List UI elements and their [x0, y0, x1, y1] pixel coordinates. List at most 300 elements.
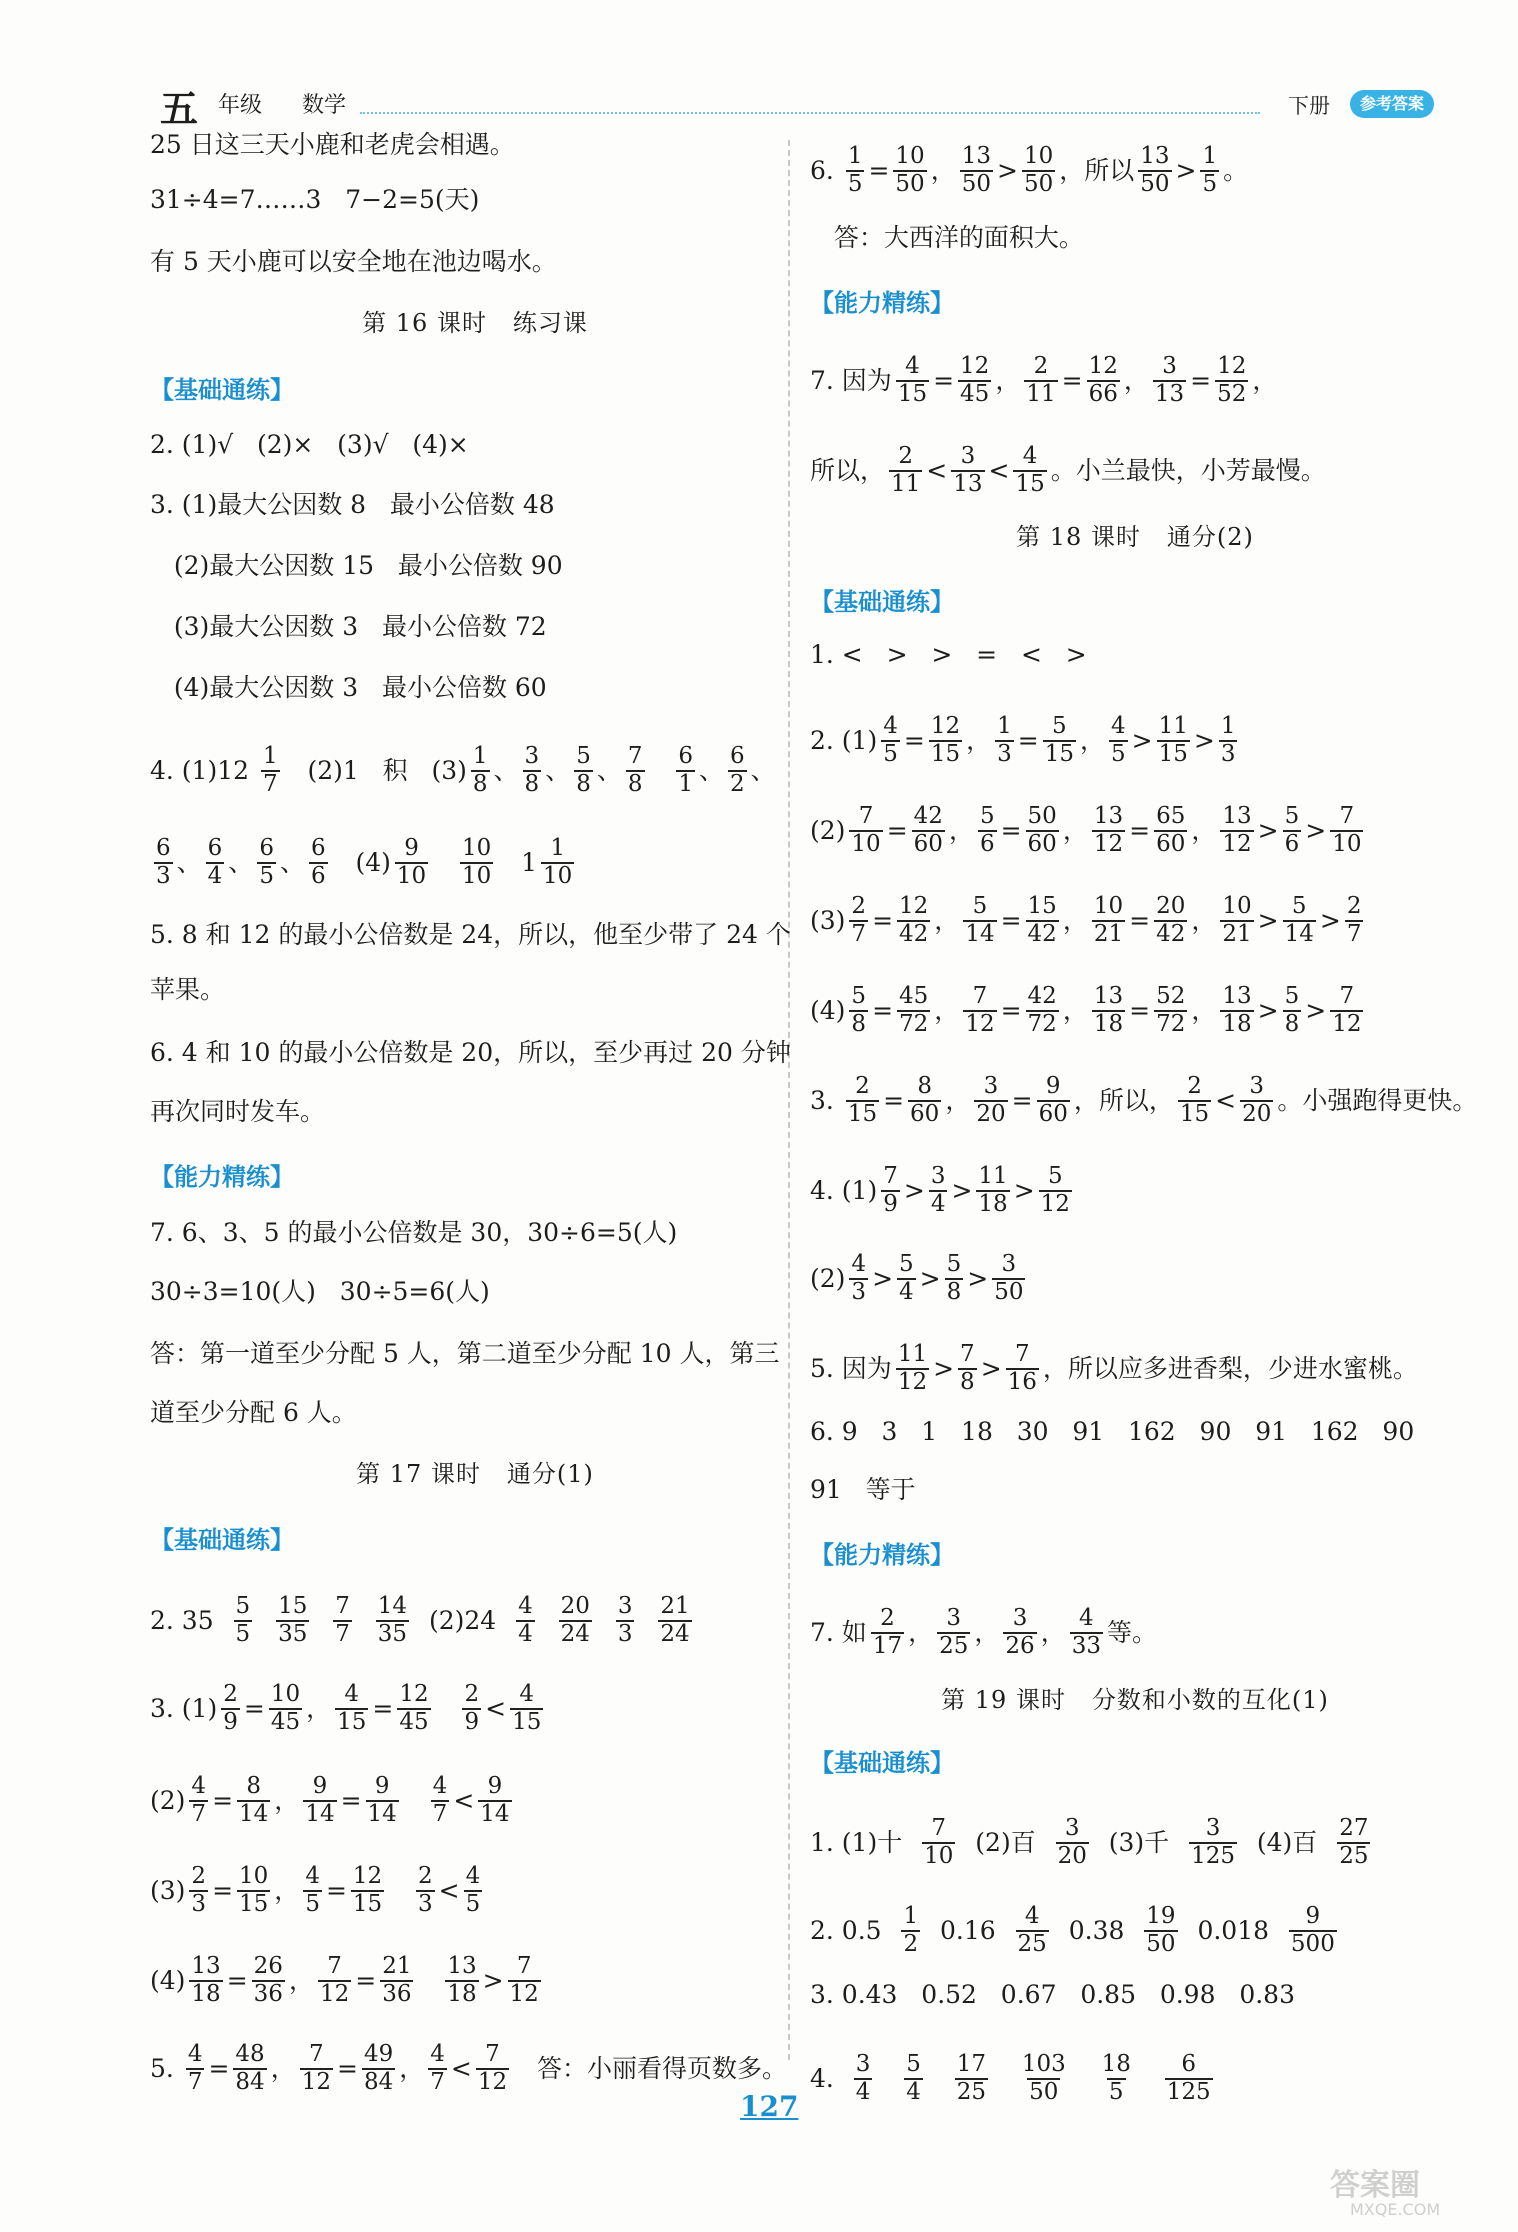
grade-label: 五 — [160, 86, 199, 131]
fraction — [908, 1075, 941, 1126]
fraction — [1154, 985, 1187, 1036]
denominator: 4 — [930, 1191, 946, 1217]
answer-line — [150, 920, 800, 950]
answer-text: 有 5 天小鹿可以安全地在池边喝水。 — [150, 247, 557, 276]
answer-text: ， — [945, 1085, 971, 1115]
numerator: 10 — [1222, 893, 1252, 919]
fraction — [189, 1955, 222, 2006]
fraction — [974, 1075, 1007, 1126]
answer-text: ，所以应多进香梨，少进水蜜桃。 — [1042, 1353, 1418, 1383]
answer-text: 第 16 课时 练习课 — [362, 309, 588, 337]
answer-text: 2. 35 — [150, 1605, 230, 1635]
answer-text: ， — [274, 1785, 300, 1815]
answer-text: 0.16 — [924, 1915, 1012, 1945]
answer-line — [150, 673, 800, 703]
denominator: 15 — [352, 1891, 383, 1917]
denominator: 10 — [396, 863, 427, 889]
answer-text: 、 — [750, 755, 776, 785]
numerator: 8 — [246, 1773, 261, 1799]
numerator: 3 — [617, 1593, 633, 1619]
fraction — [416, 1865, 435, 1916]
answer-text: 1 — [497, 847, 538, 877]
answer-text: 、 — [176, 847, 202, 877]
numerator: 2 — [898, 443, 913, 469]
numerator: 3 — [960, 443, 976, 469]
answer-text: = — [1061, 365, 1083, 395]
denominator: 15 — [512, 1709, 542, 1735]
answer-text — [539, 1606, 555, 1636]
denominator: 42 — [1027, 921, 1057, 947]
fraction — [261, 745, 280, 796]
denominator: 15 — [239, 1891, 269, 1917]
numerator: 13 — [1222, 983, 1252, 1009]
answer-text: 。小强跑得更快。 — [1277, 1085, 1478, 1115]
numerator: 13 — [447, 1953, 477, 1979]
denominator: 12 — [477, 2069, 508, 2095]
fraction — [559, 1595, 592, 1646]
numerator: 15 — [1027, 893, 1057, 919]
answer-text: = — [1000, 905, 1022, 935]
answer-badge: 参考答案 — [1350, 90, 1434, 118]
fraction — [1026, 895, 1059, 946]
answer-text: = — [872, 905, 894, 935]
numerator: 6 — [207, 835, 223, 861]
denominator: 7 — [191, 1801, 207, 1827]
fraction — [206, 837, 225, 888]
fraction — [904, 2053, 923, 2104]
denominator: 16 — [1007, 1369, 1037, 1395]
answer-text: > — [1319, 905, 1341, 935]
watermark-url: MXQE.COM — [1350, 2200, 1441, 2219]
answer-text: = — [208, 2053, 230, 2083]
watermark-logo: 答案圈 — [1330, 2168, 1420, 2203]
answer-text: 【能力精练】 — [810, 1541, 954, 1569]
answer-text — [927, 2064, 951, 2094]
page-number: 127 — [740, 2090, 799, 2123]
answer-text — [638, 1606, 654, 1636]
answer-line — [150, 185, 800, 215]
answer-text: > — [1257, 905, 1279, 935]
numerator: 5 — [979, 803, 995, 829]
numerator: 3 — [946, 1605, 962, 1631]
denominator: 9 — [464, 1709, 480, 1735]
answer-text: = — [355, 1965, 377, 1995]
answer-text: 4. — [810, 2063, 850, 2093]
denominator: 50 — [1146, 1931, 1176, 1957]
answer-line — [810, 1417, 1460, 1447]
answer-line — [150, 1775, 800, 1826]
answer-text — [388, 1876, 412, 1906]
answer-line — [150, 1865, 800, 1916]
denominator: 25 — [939, 1633, 969, 1659]
denominator: 12 — [301, 2069, 331, 2095]
numerator: 4 — [344, 1681, 360, 1707]
numerator: 9 — [312, 1773, 328, 1799]
answer-text: < — [453, 1785, 475, 1815]
fraction — [431, 1775, 450, 1826]
fraction — [318, 1955, 351, 2006]
numerator: 10 — [270, 1681, 301, 1707]
denominator: 84 — [363, 2069, 394, 2095]
answer-text: 【能力精练】 — [810, 289, 954, 317]
answer-text: ， — [934, 905, 960, 935]
numerator: 5 — [906, 2051, 921, 2077]
numerator: 5 — [1291, 893, 1307, 919]
numerator: 3 — [1064, 1815, 1080, 1841]
answer-text: 3. — [810, 1085, 842, 1115]
numerator: 21 — [660, 1593, 690, 1619]
answer-text: (2) — [810, 1263, 846, 1293]
fraction — [881, 715, 900, 766]
numerator: 12 — [399, 1681, 429, 1707]
fraction — [893, 145, 926, 196]
fraction — [1026, 805, 1059, 856]
denominator: 17 — [872, 1633, 903, 1659]
fraction — [955, 2053, 988, 2104]
numerator: 3 — [524, 743, 540, 769]
fraction — [395, 837, 428, 888]
numerator: 4 — [518, 1593, 533, 1619]
answer-text: < — [988, 455, 1010, 485]
answer-text: ， — [995, 365, 1021, 395]
denominator: 3 — [997, 741, 1012, 767]
numerator: 18 — [1101, 2051, 1131, 2077]
numerator: 42 — [1027, 983, 1057, 1009]
fraction — [951, 445, 984, 496]
denominator: 21 — [1093, 921, 1124, 947]
denominator: 8 — [627, 771, 643, 797]
answer-line — [150, 2043, 800, 2094]
answer-text: ， — [1062, 815, 1088, 845]
answer-text: 31÷4=7……3 7−2=5(天) — [150, 185, 480, 214]
fraction — [1037, 1075, 1070, 1126]
fraction — [1016, 1905, 1049, 1956]
fraction — [516, 1595, 535, 1646]
numerator: 6 — [156, 835, 171, 861]
answer-line — [810, 1905, 1460, 1956]
numerator: 49 — [363, 2041, 394, 2067]
answer-text: = — [903, 725, 925, 755]
fraction — [929, 715, 962, 766]
fraction — [881, 1165, 900, 1216]
fraction — [958, 1343, 977, 1394]
denominator: 3 — [617, 1621, 633, 1647]
answer-text: ， — [306, 1693, 332, 1723]
answer-text: > — [1305, 995, 1327, 1025]
answer-line — [810, 1073, 1478, 1127]
numerator: 4 — [1111, 713, 1126, 739]
numerator: 48 — [235, 2041, 265, 2067]
denominator: 5 — [883, 741, 898, 767]
denominator: 12 — [1040, 1191, 1070, 1217]
answer-line — [150, 430, 800, 460]
fraction — [1157, 715, 1190, 766]
denominator: 4 — [518, 1621, 533, 1647]
denominator: 12 — [509, 1981, 539, 2007]
denominator: 72 — [1027, 1011, 1057, 1037]
answer-text: = — [226, 1965, 248, 1995]
numerator: 14 — [377, 1593, 408, 1619]
numerator: 1 — [550, 835, 565, 861]
fraction — [1283, 895, 1316, 946]
numerator: 2 — [1033, 353, 1049, 379]
section-heading — [150, 1520, 800, 1555]
numerator: 45 — [899, 983, 929, 1009]
fraction — [1020, 2053, 1068, 2104]
denominator: 15 — [1044, 741, 1074, 767]
denominator: 50 — [1023, 171, 1054, 197]
answer-line — [150, 130, 800, 160]
denominator: 13 — [953, 471, 983, 497]
fraction — [335, 1683, 368, 1734]
numerator: 3 — [1001, 1251, 1017, 1277]
answer-text: 7. 6、3、5 的最小公倍数是 30，30÷6=5(人) — [150, 1218, 678, 1247]
answer-text: 、 — [596, 755, 622, 785]
answer-line — [810, 715, 1460, 766]
fraction — [1215, 355, 1248, 406]
answer-text: ， — [1062, 905, 1088, 935]
denominator: 13 — [1154, 381, 1185, 407]
numerator: 19 — [1146, 1903, 1176, 1929]
answer-text: 5. — [150, 2053, 182, 2083]
answer-text: > — [1193, 725, 1215, 755]
numerator: 4 — [187, 2041, 203, 2067]
numerator: 6 — [678, 743, 693, 769]
answer-text: (2)1 积 (3) — [283, 755, 467, 785]
answer-text: < — [450, 2053, 472, 2083]
fraction — [189, 1865, 208, 1916]
answer-text — [435, 1694, 459, 1724]
denominator: 14 — [480, 1801, 510, 1827]
answer-text: ， — [270, 2053, 296, 2083]
fraction — [1165, 2053, 1213, 2104]
numerator: 7 — [972, 983, 988, 1009]
numerator: 20 — [560, 1593, 590, 1619]
answer-line — [150, 975, 800, 1005]
answer-line — [810, 2053, 1460, 2104]
denominator: 15 — [1015, 471, 1045, 497]
answer-text: 5. 因为 — [810, 1353, 892, 1383]
fraction — [889, 445, 922, 496]
answer-text: 30÷3=10(人) 30÷5=6(人) — [150, 1277, 490, 1306]
answer-text: (3) — [810, 905, 846, 935]
denominator: 6 — [310, 863, 326, 889]
denominator: 18 — [1093, 1011, 1124, 1037]
fraction — [849, 985, 868, 1036]
numerator: 65 — [1156, 803, 1186, 829]
fraction — [1024, 355, 1057, 406]
answer-text: 6. 9 3 1 18 30 91 162 90 91 162 90 — [810, 1417, 1415, 1446]
answer-text: > — [1013, 1175, 1035, 1205]
denominator: 125 — [1166, 2079, 1211, 2105]
answer-text: > — [980, 1353, 1002, 1383]
fraction — [626, 745, 645, 796]
answer-text: ， — [1191, 905, 1217, 935]
fraction — [1283, 985, 1302, 1036]
denominator: 5 — [1111, 741, 1126, 767]
answer-text: = — [933, 365, 955, 395]
numerator: 10 — [462, 835, 492, 861]
answer-text — [403, 1786, 427, 1816]
denominator: 8 — [524, 771, 540, 797]
numerator: 1 — [997, 713, 1012, 739]
fraction — [963, 895, 996, 946]
denominator: 5 — [259, 863, 274, 889]
numerator: 2 — [418, 1863, 433, 1889]
denominator: 12 — [1332, 1011, 1362, 1037]
fraction — [478, 1775, 511, 1826]
numerator: 5 — [235, 1593, 251, 1619]
numerator: 12 — [1217, 353, 1247, 379]
answer-line — [810, 355, 1460, 406]
numerator: 11 — [978, 1163, 1008, 1189]
fraction — [1289, 1905, 1337, 1956]
fraction — [397, 1683, 430, 1734]
denominator: 25 — [1339, 1843, 1369, 1869]
denominator: 6 — [979, 831, 995, 857]
answer-line — [810, 895, 1460, 946]
answer-text — [992, 2064, 1016, 2094]
answer-text: 0.38 — [1052, 1915, 1141, 1945]
numerator: 42 — [913, 803, 943, 829]
denominator: 26 — [1005, 1633, 1035, 1659]
denominator: 14 — [965, 921, 995, 947]
denominator: 7 — [335, 1621, 350, 1647]
fraction — [1154, 805, 1187, 856]
answer-text: 。小兰最快，小芳最慢。 — [1050, 455, 1326, 485]
denominator: 12 — [897, 1369, 928, 1395]
denominator: 7 — [262, 771, 278, 797]
answer-text: ， — [934, 995, 960, 1025]
fraction — [976, 1165, 1009, 1216]
fraction — [252, 1955, 285, 2006]
numerator: 5 — [1052, 713, 1067, 739]
answer-text: > — [919, 1263, 941, 1293]
answer-text: = — [883, 1085, 905, 1115]
fraction — [1240, 1075, 1273, 1126]
fraction — [462, 1683, 481, 1734]
fraction — [1092, 985, 1125, 1036]
numerator: 7 — [1339, 803, 1355, 829]
fraction — [1022, 145, 1055, 196]
denominator: 2 — [903, 1931, 919, 1957]
denominator: 3 — [851, 1279, 867, 1305]
answer-text: > — [872, 1263, 894, 1293]
answer-text: 、 — [279, 847, 305, 877]
denominator: 10 — [924, 1843, 954, 1869]
fraction — [221, 1683, 240, 1734]
fraction — [154, 837, 173, 888]
header-divider — [360, 112, 1260, 114]
numerator: 4 — [1024, 1903, 1040, 1929]
answer-text: = — [1129, 905, 1151, 935]
answer-text: 第 17 课时 通分(1) — [356, 1460, 594, 1488]
denominator: 6 — [1284, 831, 1300, 857]
numerator: 5 — [851, 983, 867, 1009]
fraction — [963, 985, 996, 1036]
fraction — [1178, 1075, 1211, 1126]
answer-text: > — [933, 1353, 955, 1383]
answer-text: 7. 如 — [810, 1617, 867, 1647]
answer-line — [150, 247, 800, 277]
answer-text: = — [336, 2053, 358, 2083]
denominator: 72 — [1156, 1011, 1186, 1037]
numerator: 11 — [897, 1341, 928, 1367]
fraction — [854, 2053, 873, 2104]
denominator: 8 — [472, 771, 488, 797]
denominator: 45 — [270, 1709, 301, 1735]
denominator: 11 — [1026, 381, 1056, 407]
denominator: 20 — [1057, 1843, 1087, 1869]
answer-line — [810, 145, 1460, 196]
fraction — [257, 837, 276, 888]
answer-text: ， — [908, 1617, 934, 1647]
answer-text: < — [926, 455, 948, 485]
answer-text: 道至少分配 6 人。 — [150, 1398, 357, 1427]
answer-text: ， — [966, 725, 992, 755]
answer-text: (3)最大公因数 3 最小公倍数 72 — [150, 612, 547, 641]
numerator: 12 — [930, 713, 961, 739]
denominator: 7 — [187, 2069, 203, 2095]
numerator: 10 — [239, 1863, 269, 1889]
numerator: 9 — [1305, 1903, 1321, 1929]
answer-text: (2) — [810, 815, 846, 845]
denominator: 12 — [319, 1981, 350, 2007]
answer-text: 【基础通练】 — [810, 1749, 954, 1777]
numerator: 4 — [465, 1863, 481, 1889]
answer-text: 答：第一道至少分配 5 人，第二道至少分配 10 人，第三 — [150, 1339, 780, 1368]
denominator: 45 — [399, 1709, 429, 1735]
numerator: 6 — [310, 835, 326, 861]
numerator: 1 — [903, 1903, 919, 1929]
numerator: 1 — [472, 743, 488, 769]
denominator: 12 — [1093, 831, 1124, 857]
answer-text — [1072, 2064, 1096, 2094]
denominator: 12 — [965, 1011, 995, 1037]
answer-text: 、 — [228, 847, 254, 877]
fraction — [464, 1865, 483, 1916]
answer-text: > — [967, 1263, 989, 1293]
numerator: 13 — [1222, 803, 1252, 829]
denominator: 60 — [1027, 831, 1057, 857]
answer-text — [649, 756, 673, 786]
answer-text: 苹果。 — [150, 975, 226, 1004]
denominator: 4 — [855, 2079, 871, 2105]
answer-text: 答：小丽看得页数多。 — [513, 2053, 787, 2083]
numerator: 7 — [309, 2041, 324, 2067]
answer-text: ， — [1062, 995, 1088, 1025]
fraction — [366, 1775, 399, 1826]
answer-text: = — [325, 1875, 347, 1905]
denominator: 84 — [235, 2069, 265, 2095]
answer-line — [150, 1097, 800, 1127]
numerator: 2 — [855, 1073, 870, 1099]
fraction — [428, 2043, 447, 2094]
fraction — [376, 1595, 409, 1646]
denominator: 18 — [978, 1191, 1008, 1217]
numerator: 2 — [464, 1681, 480, 1707]
answer-text: (3)千 — [1092, 1827, 1186, 1857]
answer-text: 、 — [493, 755, 519, 785]
numerator: 4 — [1079, 1605, 1094, 1631]
denominator: 3 — [418, 1891, 433, 1917]
fraction — [523, 745, 542, 796]
answer-text: ， — [1079, 725, 1105, 755]
answer-text: (4)百 — [1240, 1827, 1334, 1857]
answer-text: 5. 8 和 12 的最小公倍数是 24，所以，他至少带了 24 个 — [150, 920, 791, 949]
numerator: 8 — [917, 1073, 932, 1099]
numerator: 17 — [956, 2051, 986, 2077]
